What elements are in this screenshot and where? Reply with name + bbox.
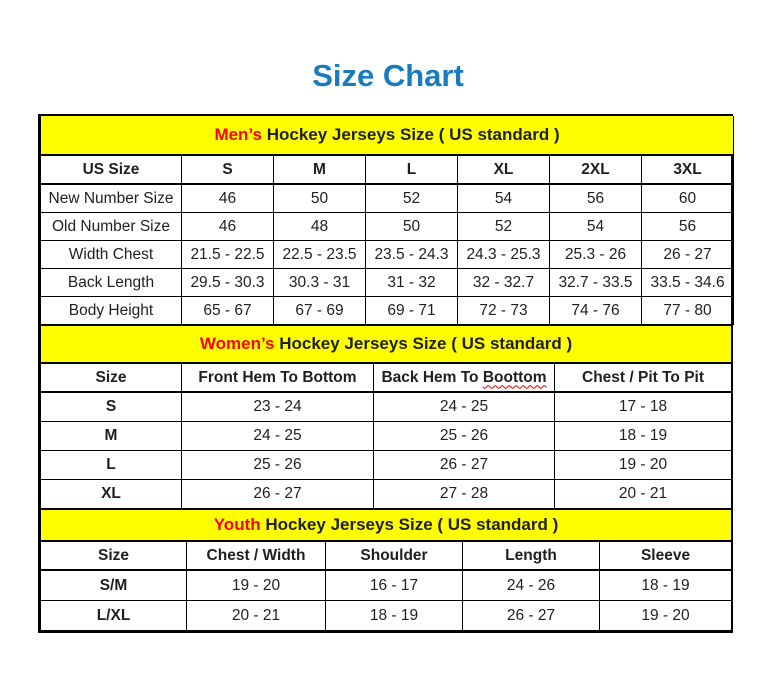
column-header-text: Back Hem To: [381, 368, 483, 386]
band-title-highlight: Men’s: [214, 125, 262, 144]
size-value-cell: 20 - 21: [187, 601, 326, 631]
size-value-cell: 19 - 20: [600, 601, 732, 631]
section-band-title: [41, 326, 732, 364]
row-label: S/M: [41, 570, 187, 601]
size-value-cell: 69 - 71: [366, 297, 458, 325]
table-row: [41, 269, 734, 297]
column-header: Length: [463, 541, 600, 570]
band-title-rest: Hockey Jerseys Size ( US standard ): [261, 125, 560, 144]
column-header: US Size: [41, 155, 182, 184]
size-value-cell: 54: [458, 184, 550, 213]
size-value-cell: 17 - 18: [555, 392, 732, 422]
size-value-cell: 54: [550, 213, 642, 241]
section-band-title: [41, 510, 732, 542]
size-value-cell: 23 - 24: [182, 392, 374, 422]
youth-header-row: [41, 541, 732, 570]
row-label: L: [41, 451, 182, 480]
row-label: Old Number Size: [41, 213, 182, 241]
column-header: Chest / Pit To Pit: [555, 363, 732, 392]
size-value-cell: 21.5 - 22.5: [182, 241, 274, 269]
band-title-rest: Hockey Jerseys Size ( US standard ): [274, 334, 573, 353]
size-value-cell: 26 - 27: [182, 480, 374, 509]
table-row: [41, 451, 732, 480]
row-label: Back Length: [41, 269, 182, 297]
misspelled-word: Boottom: [482, 368, 547, 386]
size-value-cell: 24 - 25: [182, 422, 374, 451]
mens-header-row: [41, 155, 734, 184]
mens-table: [40, 116, 734, 325]
size-value-cell: 32.7 - 33.5: [550, 269, 642, 297]
size-value-cell: 16 - 17: [326, 570, 463, 601]
column-header: Chest / Width: [187, 541, 326, 570]
size-value-cell: 24 - 26: [463, 570, 600, 601]
page-title: Size Chart: [312, 58, 464, 93]
row-label: XL: [41, 480, 182, 509]
column-header: 3XL: [642, 155, 734, 184]
column-header: M: [274, 155, 366, 184]
size-value-cell: 25.3 - 26: [550, 241, 642, 269]
size-value-cell: 25 - 26: [374, 422, 555, 451]
size-value-cell: 25 - 26: [182, 451, 374, 480]
size-value-cell: 67 - 69: [274, 297, 366, 325]
womens-section-band: [41, 326, 732, 364]
womens-table: [40, 325, 732, 509]
column-header: XL: [458, 155, 550, 184]
size-value-cell: 20 - 21: [555, 480, 732, 509]
size-value-cell: 65 - 67: [182, 297, 274, 325]
size-value-cell: 50: [274, 184, 366, 213]
row-label: M: [41, 422, 182, 451]
table-row: [41, 480, 732, 509]
womens-header-row: [41, 363, 732, 392]
size-value-cell: 30.3 - 31: [274, 269, 366, 297]
size-value-cell: 26 - 27: [642, 241, 734, 269]
size-value-cell: 46: [182, 184, 274, 213]
size-value-cell: 72 - 73: [458, 297, 550, 325]
size-value-cell: 32 - 32.7: [458, 269, 550, 297]
size-value-cell: 18 - 19: [326, 601, 463, 631]
table-row: [41, 241, 734, 269]
size-value-cell: 24 - 25: [374, 392, 555, 422]
size-value-cell: 29.5 - 30.3: [182, 269, 274, 297]
band-title-highlight: Youth: [213, 515, 261, 534]
size-value-cell: 52: [458, 213, 550, 241]
size-value-cell: 19 - 20: [187, 570, 326, 601]
table-row: [41, 213, 734, 241]
table-row: [41, 297, 734, 325]
row-label: S: [41, 392, 182, 422]
size-value-cell: 56: [642, 213, 734, 241]
table-row: [41, 392, 732, 422]
row-label: New Number Size: [41, 184, 182, 213]
column-header: [374, 363, 555, 392]
band-title-highlight: Women’s: [199, 334, 275, 353]
size-value-cell: 74 - 76: [550, 297, 642, 325]
size-value-cell: 22.5 - 23.5: [274, 241, 366, 269]
column-header: Size: [41, 363, 182, 392]
row-label: L/XL: [41, 601, 187, 631]
size-value-cell: 60: [642, 184, 734, 213]
size-chart: [38, 114, 733, 633]
table-row: [41, 601, 732, 631]
size-value-cell: 23.5 - 24.3: [366, 241, 458, 269]
size-value-cell: 52: [366, 184, 458, 213]
table-row: [41, 184, 734, 213]
size-value-cell: 46: [182, 213, 274, 241]
column-header: 2XL: [550, 155, 642, 184]
size-value-cell: 31 - 32: [366, 269, 458, 297]
table-row: [41, 570, 732, 601]
size-value-cell: 19 - 20: [555, 451, 732, 480]
size-value-cell: 18 - 19: [555, 422, 732, 451]
size-value-cell: 48: [274, 213, 366, 241]
column-header: Sleeve: [600, 541, 732, 570]
size-value-cell: 24.3 - 25.3: [458, 241, 550, 269]
size-value-cell: 50: [366, 213, 458, 241]
size-value-cell: 26 - 27: [374, 451, 555, 480]
band-title-rest: Hockey Jerseys Size ( US standard ): [260, 515, 559, 534]
size-value-cell: 27 - 28: [374, 480, 555, 509]
youth-table: [40, 509, 732, 631]
row-label: Body Height: [41, 297, 182, 325]
table-row: [41, 422, 732, 451]
column-header: Size: [41, 541, 187, 570]
column-header: L: [366, 155, 458, 184]
size-value-cell: 77 - 80: [642, 297, 734, 325]
size-value-cell: 33.5 - 34.6: [642, 269, 734, 297]
row-label: Width Chest: [41, 241, 182, 269]
mens-section-band: [41, 116, 734, 155]
size-value-cell: 56: [550, 184, 642, 213]
youth-section-band: [41, 510, 732, 542]
column-header: S: [182, 155, 274, 184]
column-header: Front Hem To Bottom: [182, 363, 374, 392]
size-value-cell: 18 - 19: [600, 570, 732, 601]
section-band-title: [41, 116, 734, 155]
column-header: Shoulder: [326, 541, 463, 570]
size-value-cell: 26 - 27: [463, 601, 600, 631]
